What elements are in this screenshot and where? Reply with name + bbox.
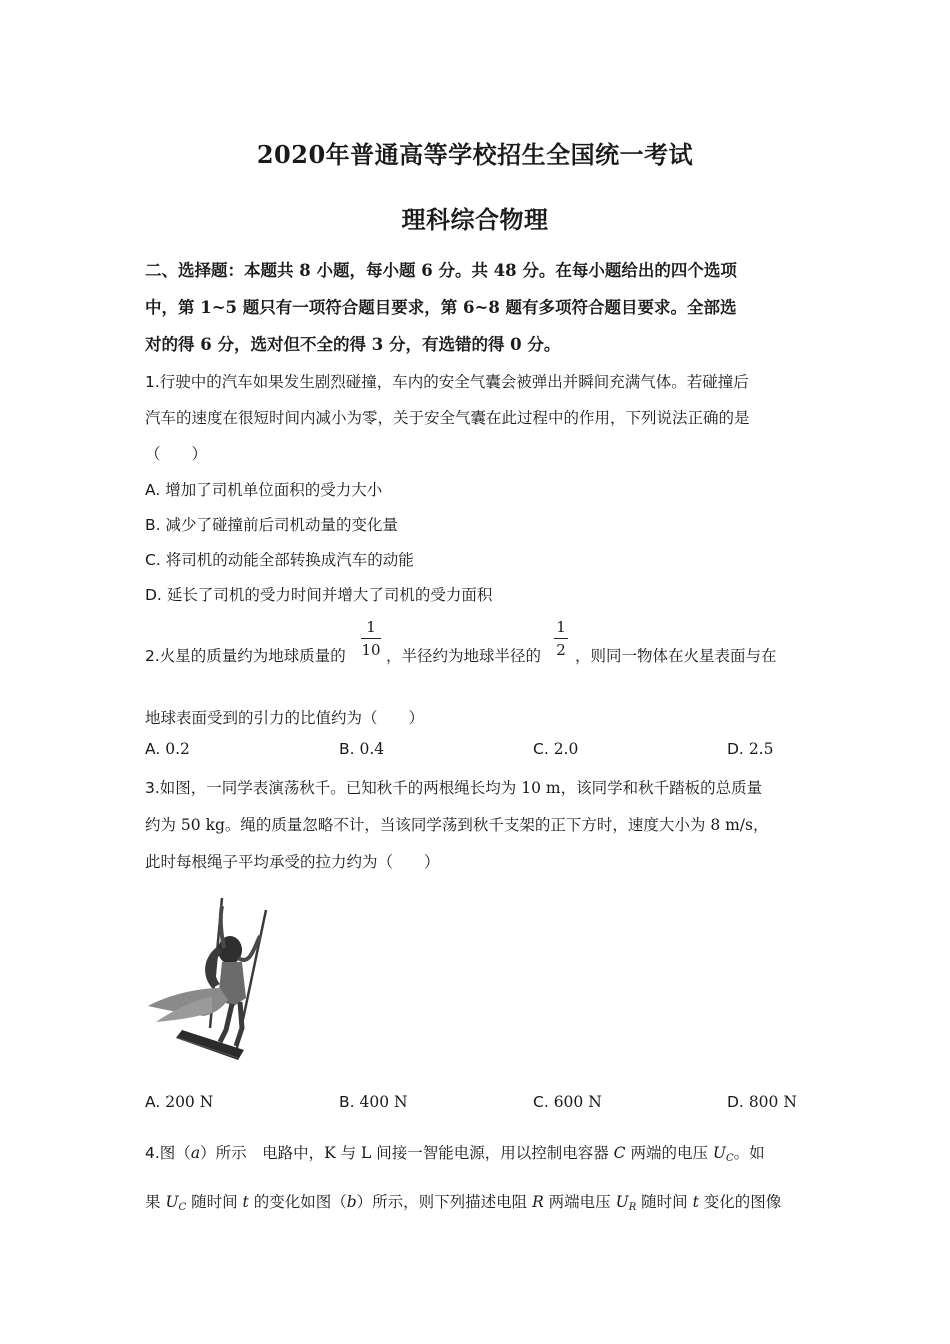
q4-number: 4. [145, 1144, 160, 1162]
q3-number: 3. [145, 779, 160, 797]
q4-line2: 果 $U_C$ 随时间 t 的变化如图（b）所示，则下列描述电阻 R 两端电压 $U_R$ 随时间 t 变化的图像 [145, 1193, 782, 1213]
q3-option-c[interactable]: C. 600 N [533, 1093, 602, 1111]
q3-option-a[interactable]: A. 200 N [145, 1093, 214, 1111]
q3-line3: 此时每根绳子平均承受的拉力约为（ ） [145, 853, 440, 871]
q3-option-b[interactable]: B. 400 N [339, 1093, 408, 1111]
q1-option-d[interactable]: D. 延长了司机的受力时间并增大了司机的受力面积 [145, 586, 493, 604]
q2-fraction-one-half: 1 2 [554, 620, 568, 658]
q3-line1: 3.如图，一同学表演荡秋千。已知秋千的两根绳长均为 10 m，该同学和秋千踏板的总质量 [145, 779, 763, 797]
q1-option-c[interactable]: C. 将司机的动能全部转换成汽车的动能 [145, 551, 414, 569]
q2-line1-part1: 2.火星的质量约为地球质量的 [145, 647, 346, 665]
section-intro-line3: 对的得 6 分，选对但不全的得 3 分，有选错的得 0 分。 [145, 335, 561, 354]
swing-girl-illustration [142, 888, 284, 1068]
q1-line1: 1.行驶中的汽车如果发生剧烈碰撞，车内的安全气囊会被弹出并瞬间充满气体。若碰撞后 [145, 373, 749, 391]
q1-option-b[interactable]: B. 减少了碰撞前后司机动量的变化量 [145, 516, 399, 534]
q1-line2: 汽车的速度在很短时间内减小为零，关于安全气囊在此过程中的作用，下列说法正确的是 [145, 409, 750, 427]
q3-option-d[interactable]: D. 800 N [727, 1093, 797, 1111]
q2-number: 2. [145, 647, 160, 665]
exam-subtitle: 理科综合物理 [401, 205, 549, 234]
q1-line3: （ ） [145, 445, 208, 463]
q4-line1: 4.图（a）所示 电路中，K 与 L 间接一智能电源，用以控制电容器 C 两端的电压 $U_C$。如 [145, 1144, 765, 1164]
q2-option-d[interactable]: D. 2.5 [727, 740, 774, 758]
q1-number: 1. [145, 373, 160, 391]
q1-option-a[interactable]: A. 增加了司机单位面积的受力大小 [145, 481, 383, 499]
section-intro-line1: 二、选择题：本题共 8 小题，每小题 6 分。共 48 分。在每小题给出的四个选项 [145, 261, 737, 280]
q2-line1-part2: ，半径约为地球半径的 [386, 647, 542, 665]
exam-title: 2020年普通高等学校招生全国统一考试 [256, 140, 694, 169]
q2-option-a[interactable]: A. 0.2 [145, 740, 190, 758]
section-intro-line2: 中，第 1~5 题只有一项符合题目要求，第 6~8 题有多项符合题目要求。全部选 [145, 298, 737, 317]
q2-option-c[interactable]: C. 2.0 [533, 740, 579, 758]
q2-fraction-one-tenth: 1 10 [361, 618, 381, 659]
q2-option-b[interactable]: B. 0.4 [339, 740, 385, 758]
q2-line1-part3: ，则同一物体在火星表面与在 [575, 647, 777, 665]
q3-line2: 约为 50 kg。绳的质量忽略不计，当该同学荡到秋千支架的正下方时，速度大小为 8 m/s， [145, 816, 769, 834]
q2-line2: 地球表面受到的引力的比值约为（ ） [145, 709, 425, 727]
